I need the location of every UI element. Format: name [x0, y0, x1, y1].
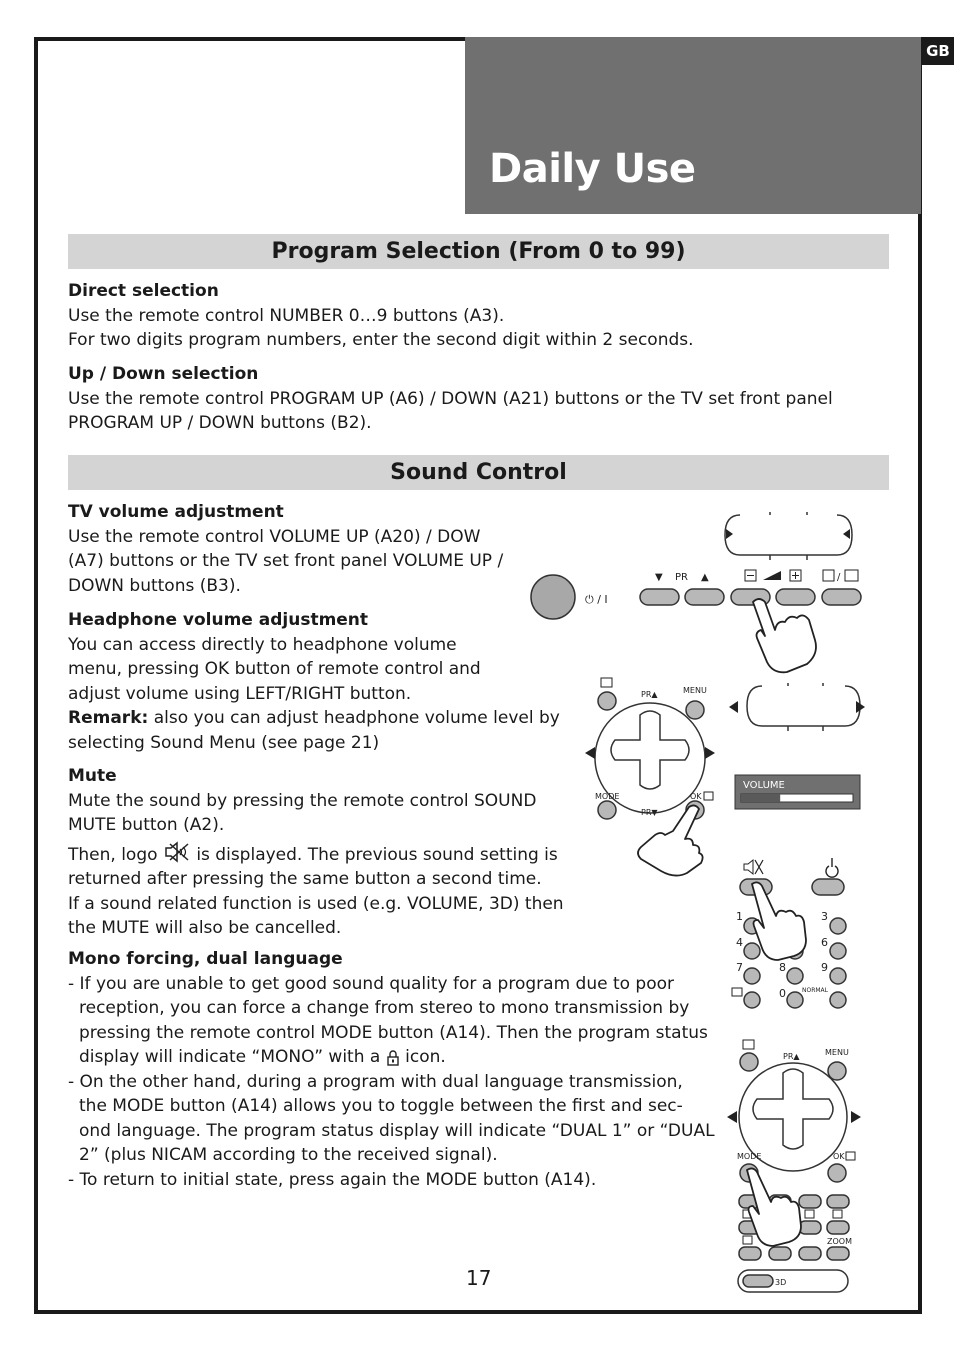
volume-bar-fill	[741, 794, 780, 802]
updown-selection-block	[68, 362, 833, 436]
updown-selection-text-2: PROGRAM UP / DOWN buttons (B2).	[68, 413, 372, 433]
mute-logo-icon	[163, 840, 191, 864]
key-6-label: 6	[821, 936, 828, 949]
3d-button	[743, 1275, 773, 1287]
nav-pad-partial-top	[725, 512, 852, 560]
remote-nav-figure	[583, 675, 723, 870]
pr-down-label: PR▼	[641, 808, 658, 817]
page-number: 17	[466, 1266, 492, 1290]
standby-icon	[826, 858, 838, 877]
mono-item-1	[68, 972, 733, 1070]
mono-item-2-line-2: the MODE button (A14) allows you to toggle between the first and sec-	[79, 1096, 683, 1116]
direct-selection-text-2: For two digits program numbers, enter the second digit within 2 seconds.	[68, 330, 694, 350]
mute-heading: Mute	[68, 766, 117, 786]
menu-label-2: MENU	[825, 1048, 849, 1057]
keypad-figure	[730, 852, 860, 1022]
source-icon	[845, 570, 858, 581]
section-program-selection: Program Selection (From 0 to 99)	[68, 234, 889, 269]
mono-item-3: - To return to initial state, press again the MODE button (A14).	[68, 1169, 597, 1190]
osd-left-arrow-icon	[729, 701, 738, 713]
info-icon	[601, 678, 612, 687]
tv-volume-text-2: (A7) buttons or the TV set front panel VOLUME UP /	[68, 551, 504, 571]
mute-icon	[744, 860, 753, 874]
zoom-label: ZOOM	[827, 1237, 852, 1246]
mono-item-1-line-3: pressing the remote control MODE button (A14). Then the program status	[79, 1022, 708, 1043]
mono-item-2-line-3: ond language. The program status display will indicate “DUAL 1” or “DUAL	[79, 1120, 715, 1141]
tv-volume-text-3: DOWN buttons (B3).	[68, 575, 241, 596]
mono-item-2-line-1: - On the other hand, during a program with dual language transmission,	[68, 1071, 683, 1092]
mono-item-1-line-4b: icon.	[399, 1047, 446, 1067]
pr-up-label-2: PR▲	[783, 1052, 800, 1061]
volume-osd-label: VOLUME	[743, 780, 785, 791]
3d-label: 3D	[775, 1278, 787, 1287]
key-4-label: 4	[736, 936, 743, 949]
mono-item-1-line-1: - If you are unable to get good sound quality for a program due to poor	[68, 973, 675, 994]
pr-up-arrow-icon: ▲	[701, 572, 709, 583]
front-panel-figure	[525, 510, 870, 660]
mute-text-2: MUTE button (A2).	[68, 815, 225, 835]
mute-block	[68, 764, 568, 941]
normal-label: NORMAL	[802, 987, 829, 994]
direct-selection-heading: Direct selection	[68, 281, 219, 301]
headphone-block	[68, 608, 568, 755]
right-arrow-icon	[705, 747, 715, 759]
power-button	[531, 575, 575, 619]
mute-text-6: the MUTE will also be cancelled.	[68, 918, 342, 938]
remote-mode-figure	[725, 1035, 875, 1300]
mode-label-2: MODE	[737, 1152, 762, 1161]
slash-separator: /	[837, 572, 841, 583]
direct-selection-block	[68, 279, 694, 353]
mute-text-3a: Then, logo	[68, 844, 163, 865]
updown-selection-text-1: Use the remote control PROGRAM UP (A6) / DOWN (A21) buttons or the TV set front panel	[68, 388, 833, 409]
mode-button	[598, 801, 616, 819]
section-sound-control: Sound Control	[68, 455, 889, 490]
mute-text-3b: is displayed. The previous sound setting is	[190, 844, 558, 865]
menu-label: MENU	[683, 686, 707, 695]
headphone-text-3: adjust volume using LEFT/RIGHT button.	[68, 683, 412, 704]
remark-text: also you can adjust headphone volume level by	[148, 708, 560, 728]
left-arrow-icon	[585, 747, 595, 759]
tv-volume-heading: TV volume adjustment	[68, 502, 284, 522]
pr-label: PR	[675, 572, 688, 583]
key-8-label: 8	[779, 961, 786, 974]
standby-button	[812, 879, 844, 895]
mute-text-3	[68, 840, 568, 868]
volume-ramp-icon	[763, 571, 781, 580]
source-key-icon	[732, 988, 742, 996]
headphone-text-1: You can access directly to headphone volume	[68, 634, 457, 655]
key-7-label: 7	[736, 961, 743, 974]
mono-heading: Mono forcing, dual language	[68, 949, 343, 969]
pr-up-label: PR▲	[641, 690, 658, 699]
updown-selection-heading: Up / Down selection	[68, 364, 259, 384]
remark-label: Remark:	[68, 708, 149, 728]
key-9-label: 9	[821, 961, 828, 974]
info-icon-2	[743, 1040, 754, 1049]
page-title: Daily Use	[489, 146, 696, 192]
volume-osd-figure	[722, 683, 872, 813]
right-arrow-icon-2	[851, 1111, 861, 1123]
mono-lock-icon	[386, 1050, 400, 1066]
headphone-text-5: selecting Sound Menu (see page 21)	[68, 732, 380, 753]
mode-label: MODE	[595, 792, 620, 801]
mono-item-2	[68, 1070, 733, 1168]
ok-label: OK	[690, 792, 702, 801]
mono-item-1-line-4a: display will indicate “MONO” with a	[79, 1047, 386, 1067]
tv-volume-block	[68, 500, 568, 598]
tv-volume-text-1: Use the remote control VOLUME UP (A20) / DOW	[68, 526, 481, 547]
key-3-label: 3	[821, 910, 828, 923]
ok-screen-icon	[704, 792, 713, 800]
ok-button-2	[828, 1164, 846, 1182]
mute-text-1: Mute the sound by pressing the remote control SOUND	[68, 790, 537, 811]
headphone-remark	[68, 706, 568, 731]
tv-av-icon	[823, 570, 834, 581]
pr-down-arrow-icon: ▼	[655, 572, 663, 583]
direct-selection-text-1: Use the remote control NUMBER 0…9 buttons (A3).	[68, 305, 505, 326]
left-arrow-icon-2	[727, 1111, 737, 1123]
headphone-text-2: menu, pressing OK button of remote control and	[68, 659, 481, 679]
mono-block	[68, 947, 733, 1192]
mute-text-4: returned after pressing the same button a second time.	[68, 869, 542, 889]
mute-text-5: If a sound related function is used (e.g. VOLUME, 3D) then	[68, 893, 564, 914]
headphone-heading: Headphone volume adjustment	[68, 610, 369, 630]
key-1-label: 1	[736, 910, 743, 923]
mono-item-1-line-4	[68, 1045, 733, 1070]
mono-item-1-line-2: reception, you can force a change from stereo to mono transmission by	[79, 998, 690, 1018]
ok-label-2: OK	[833, 1152, 845, 1161]
language-tab: GB	[922, 37, 954, 65]
mono-item-2-line-4: 2” (plus NICAM according to the received signal).	[79, 1145, 498, 1165]
key-0-label: 0	[779, 987, 786, 1000]
menu-button	[686, 701, 704, 719]
front-panel-buttons	[640, 589, 861, 605]
power-label: ⏻ / I	[585, 593, 608, 606]
